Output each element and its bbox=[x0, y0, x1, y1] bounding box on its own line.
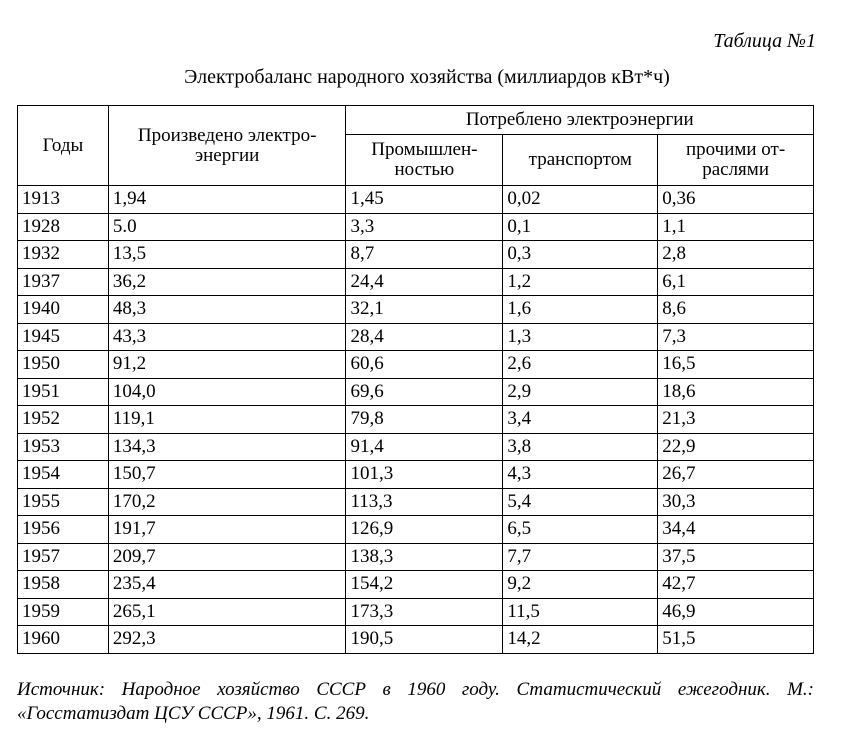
cell-industry: 190,5 bbox=[346, 626, 503, 654]
header-produced: Произведено электро- энергии bbox=[108, 106, 346, 186]
cell-year: 1932 bbox=[18, 241, 109, 269]
cell-other: 51,5 bbox=[658, 626, 814, 654]
cell-other: 34,4 bbox=[658, 516, 814, 544]
cell-other: 18,6 bbox=[658, 378, 814, 406]
cell-produced: 119,1 bbox=[108, 406, 346, 434]
cell-produced: 91,2 bbox=[108, 351, 346, 379]
header-years: Годы bbox=[18, 106, 109, 186]
table-row bbox=[18, 268, 814, 296]
cell-year: 1913 bbox=[18, 186, 109, 214]
cell-industry: 101,3 bbox=[346, 461, 503, 489]
cell-year: 1953 bbox=[18, 433, 109, 461]
cell-year: 1940 bbox=[18, 296, 109, 324]
header-transport: транспортом bbox=[503, 135, 658, 186]
cell-year: 1945 bbox=[18, 323, 109, 351]
cell-transport: 9,2 bbox=[503, 571, 658, 599]
cell-industry: 138,3 bbox=[346, 543, 503, 571]
cell-industry: 69,6 bbox=[346, 378, 503, 406]
electro-balance-table bbox=[17, 105, 814, 654]
cell-produced: 209,7 bbox=[108, 543, 346, 571]
cell-transport: 1,2 bbox=[503, 268, 658, 296]
cell-other: 8,6 bbox=[658, 296, 814, 324]
cell-year: 1959 bbox=[18, 598, 109, 626]
cell-year: 1952 bbox=[18, 406, 109, 434]
cell-other: 2,8 bbox=[658, 241, 814, 269]
cell-transport: 1,3 bbox=[503, 323, 658, 351]
cell-transport: 3,8 bbox=[503, 433, 658, 461]
cell-industry: 3,3 bbox=[346, 213, 503, 241]
table-row bbox=[18, 598, 814, 626]
cell-industry: 173,3 bbox=[346, 598, 503, 626]
cell-year: 1937 bbox=[18, 268, 109, 296]
table-row bbox=[18, 296, 814, 324]
cell-produced: 265,1 bbox=[108, 598, 346, 626]
cell-year: 1951 bbox=[18, 378, 109, 406]
header-consumed: Потреблено электроэнергии bbox=[346, 106, 814, 135]
cell-other: 6,1 bbox=[658, 268, 814, 296]
cell-transport: 0,3 bbox=[503, 241, 658, 269]
cell-other: 37,5 bbox=[658, 543, 814, 571]
table-row bbox=[18, 378, 814, 406]
cell-transport: 11,5 bbox=[503, 598, 658, 626]
table-row bbox=[18, 406, 814, 434]
table-row bbox=[18, 461, 814, 489]
table-row bbox=[18, 351, 814, 379]
cell-produced: 292,3 bbox=[108, 626, 346, 654]
cell-other: 42,7 bbox=[658, 571, 814, 599]
source-note: Источник: Народное хозяйство СССР в 1960 году. Статистический ежегодник. М.: «Госстатиздат ЦСУ СССР», 1961. С. 269. bbox=[17, 679, 814, 724]
cell-other: 22,9 bbox=[658, 433, 814, 461]
table-row bbox=[18, 433, 814, 461]
table-row bbox=[18, 626, 814, 654]
cell-produced: 104,0 bbox=[108, 378, 346, 406]
cell-transport: 2,9 bbox=[503, 378, 658, 406]
cell-produced: 170,2 bbox=[108, 488, 346, 516]
cell-industry: 24,4 bbox=[346, 268, 503, 296]
cell-industry: 8,7 bbox=[346, 241, 503, 269]
cell-produced: 134,3 bbox=[108, 433, 346, 461]
cell-other: 7,3 bbox=[658, 323, 814, 351]
cell-produced: 36,2 bbox=[108, 268, 346, 296]
cell-transport: 1,6 bbox=[503, 296, 658, 324]
table-row bbox=[18, 241, 814, 269]
cell-industry: 28,4 bbox=[346, 323, 503, 351]
cell-transport: 0,02 bbox=[503, 186, 658, 214]
header-other: прочими от- раслями bbox=[658, 135, 814, 186]
table-row bbox=[18, 516, 814, 544]
table-number: Таблица №1 bbox=[713, 30, 816, 52]
cell-other: 0,36 bbox=[658, 186, 814, 214]
cell-produced: 13,5 bbox=[108, 241, 346, 269]
cell-other: 30,3 bbox=[658, 488, 814, 516]
cell-other: 26,7 bbox=[658, 461, 814, 489]
table-row bbox=[18, 186, 814, 214]
cell-other: 46,9 bbox=[658, 598, 814, 626]
cell-industry: 32,1 bbox=[346, 296, 503, 324]
cell-transport: 4,3 bbox=[503, 461, 658, 489]
cell-other: 1,1 bbox=[658, 213, 814, 241]
table-row bbox=[18, 213, 814, 241]
cell-other: 16,5 bbox=[658, 351, 814, 379]
cell-produced: 43,3 bbox=[108, 323, 346, 351]
cell-transport: 0,1 bbox=[503, 213, 658, 241]
cell-industry: 1,45 bbox=[346, 186, 503, 214]
cell-produced: 235,4 bbox=[108, 571, 346, 599]
table-row bbox=[18, 571, 814, 599]
cell-transport: 7,7 bbox=[503, 543, 658, 571]
cell-industry: 91,4 bbox=[346, 433, 503, 461]
table-row bbox=[18, 543, 814, 571]
cell-transport: 5,4 bbox=[503, 488, 658, 516]
cell-year: 1955 bbox=[18, 488, 109, 516]
cell-produced: 1,94 bbox=[108, 186, 346, 214]
cell-produced: 150,7 bbox=[108, 461, 346, 489]
cell-produced: 48,3 bbox=[108, 296, 346, 324]
cell-transport: 2,6 bbox=[503, 351, 658, 379]
header-industry: Промышлен- ностью bbox=[346, 135, 503, 186]
table-title: Электробаланс народного хозяйства (миллиардов кВт*ч) bbox=[184, 66, 670, 88]
cell-transport: 3,4 bbox=[503, 406, 658, 434]
cell-year: 1928 bbox=[18, 213, 109, 241]
cell-year: 1950 bbox=[18, 351, 109, 379]
cell-produced: 191,7 bbox=[108, 516, 346, 544]
cell-produced: 5.0 bbox=[108, 213, 346, 241]
cell-industry: 60,6 bbox=[346, 351, 503, 379]
table-row bbox=[18, 323, 814, 351]
cell-year: 1957 bbox=[18, 543, 109, 571]
cell-transport: 14,2 bbox=[503, 626, 658, 654]
cell-industry: 79,8 bbox=[346, 406, 503, 434]
cell-transport: 6,5 bbox=[503, 516, 658, 544]
cell-year: 1958 bbox=[18, 571, 109, 599]
cell-year: 1960 bbox=[18, 626, 109, 654]
cell-industry: 154,2 bbox=[346, 571, 503, 599]
cell-industry: 113,3 bbox=[346, 488, 503, 516]
cell-year: 1954 bbox=[18, 461, 109, 489]
cell-year: 1956 bbox=[18, 516, 109, 544]
table-body bbox=[18, 186, 814, 654]
cell-other: 21,3 bbox=[658, 406, 814, 434]
cell-industry: 126,9 bbox=[346, 516, 503, 544]
table-row bbox=[18, 488, 814, 516]
